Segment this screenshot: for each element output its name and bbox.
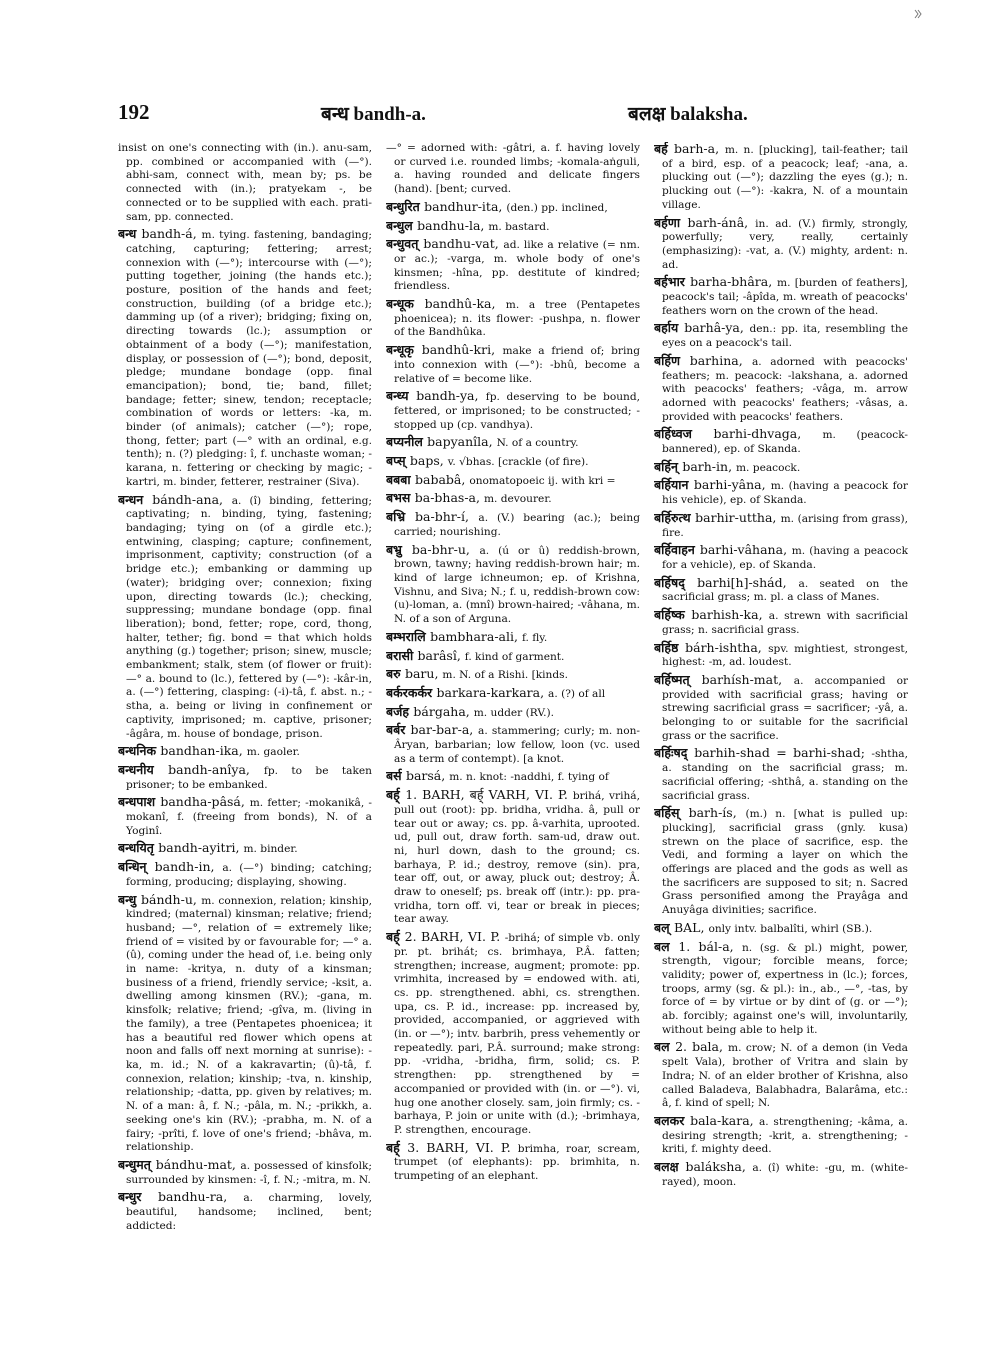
definition: v. √bhas. [crackle (of fire). [447,456,589,469]
definition: a. (V.) bearing (ac.); being carried; nourishing. [394,512,640,538]
definition: m. fetter; -mokanikâ, -mokanî, f. (freeing from bonds), N. of a Yoginî. [126,797,372,837]
transliteration: bándh-u, [141,891,202,907]
headword: बप्स् [386,453,410,469]
definition: -brihá; of simple vb. only pr. pt. brihát; cs. brimhaya, P.Â. fatten; strengthen; increase, augment; promote: pp. vrimhita, increased by = endowed with. ati, cs. pp. strengthened. abhi, cs. strengthen. upa, cs. P. id., increase: pp. increased by, provided, accompanied, or aggrieved with (in. or —°); intv. barbrih, press vehemently or repeatedly. pari, P.Â. surround; make strong: pp. -vridha, -bridha, firm, solid; cs. P. strengthen: pp. strengthened by = accompanied or provided with (in. or —°). vi, hug one another closely. sam, join firmly; cs. -barhaya, P. join or unite with (d.); -brimhaya, P. strengthen, encourage. [394,932,640,1136]
definition: den.: pp. ita, resembling the eyes on a peacock's tail. [662,323,908,350]
definition: only intv. balbalîti, whirl (SB.). [708,922,873,935]
definition: m. connexion, relation; kinship, kindred; (maternal) kinsman; relative; friend; husband; —°, relation of = extremely like; friend of = visited by or favourable for; —° a. (û), coming under the head of, i.e. being only in name: -kritya, n. duty of a kinsman; business of a friend, friendly service; -ksit, a. dwelling among kinsmen (RV.); -gana, m. kinsfolk; relative; friend; -gîva, m. (living in the family), a tree (Pentapetes phoenicea; it has a beautiful red flower which opens at noon and falls off next morning at sunrise): -ka, m. id.; N. of a kakravartin; (û)-tâ, f. connexion, relation; kinship; -tva, n. kinship, relationship; -datta, pp. given by relatives; m. N. of a man: â, f. N.; -pâla, m. N.; -prikkh, a. seeking one's kin (RV.); -prabha, m. N. of a fairy; -prîti, f. love of one's friend; -bhâva, m. relationship. [126,894,372,1154]
transliteration: bandhu-ra, [157,1189,244,1205]
dictionary-entry [386,788,640,927]
dictionary-entry [118,795,372,838]
dictionary-entry [654,576,908,605]
headword: बर्हणा [654,214,688,230]
dictionary-entry [654,608,908,637]
dictionary-entry [654,511,908,540]
dictionary-entry [118,142,372,224]
column-3 [654,142,908,1332]
transliteration: barkara-karkara, [436,684,549,700]
transliteration: barhina, [689,352,752,368]
dictionary-entry [118,841,372,857]
headword: बर्ह् [386,787,406,803]
definition: f. fly. [521,631,548,644]
dictionary-entry [386,219,640,235]
transliteration: ba-bhas-a, [414,490,484,506]
dictionary-entry [654,321,908,350]
headword: बन्धूक [386,296,425,312]
transliteration: 1. BARH, बर्ह् VARH, VI. P. [405,787,573,803]
transliteration: barâsî, [417,647,465,663]
transliteration: bandh-ayitri, [158,840,244,856]
definition: ad. like a relative (= nm. or ac.); -varga, m. whole body of one's kinsmen; -hîna, pp. destitute of kindred; friendless. [394,239,640,293]
dictionary-entry [118,1190,372,1233]
transliteration: 1. bál-a, [678,938,742,954]
definition: f. kind of garment. [464,650,565,663]
transliteration: barh-ís, [688,805,746,821]
left-guide-word: बन्ध bandh-a. [321,104,426,125]
headword: बबबा [386,471,416,487]
headword: बभस [386,490,415,506]
definition: —° = adorned with: -gâtri, a. f. having lovely or curved i.e. rounded limbs; -komala-aṅguli, a. having rounded and delicate fingers (hand). [bent; curved. [386,142,640,196]
transliteration: bárgaha, [413,703,474,719]
headword: बन्ध [118,226,142,242]
headword: बर्हिण [654,352,690,368]
definition: a. accompanied or provided with sacrificial grass; having or strewing sacrificial grass = sacrificer; -yâ, a. belonging to or suitable for the sacrificial grass or the sacrifice. [662,674,908,742]
transliteration: barsá, [405,768,450,784]
transliteration: bambhara-ali, [430,628,522,644]
dictionary-entry [118,860,372,889]
headword: बम्भरालि [386,628,431,644]
headword: बलकर [654,1113,691,1128]
definition: m. peacock. [736,461,801,474]
headword: बर्हियान [654,477,694,493]
transliteration: barh-ánâ, [687,214,756,230]
dictionary-entry [654,1040,908,1111]
page-number: 192 [118,100,150,124]
headword: बर्हिष्क [654,607,692,623]
headword: बर्हिवाहन [654,542,700,558]
headword: बर्ह् [386,929,405,945]
transliteration: barhih-shad = barhi-shad; [694,745,872,761]
headword: बन्धन [118,491,153,507]
column-1 [118,142,372,1332]
definition: a. stammering; curly; m. non-Âryan, barbarian; low fellow, loon (vc. used as a term of contempt). [a knot. [394,725,640,765]
definition: a. adorned with peacocks' feathers; m. peacock: -lakshana, a. adorned with peacocks' feathers; -vâga, m. arrow adorned with peacocks' feathers; -vâsas, a. provided with peacocks' feathers. [662,355,908,423]
dictionary-entry [386,454,640,470]
headword: बर्हिष्ठ [654,639,686,655]
transliteration: bandhû-kri, [421,342,503,358]
headword: बन्धयितृ [118,840,159,856]
headword: बन्धनीय [118,761,169,777]
definition: m. udder (RV.). [473,706,555,719]
transliteration: barhi-dhvaga, [713,426,823,442]
definition: a. (—°) binding; catching; forming, producing; displaying, showing. [126,862,372,888]
definition: a. charming, lovely, beautiful, handsome; inclined, bent; addicted: [126,1192,372,1232]
dictionary-entry [386,630,640,646]
headword: बर्हभार [654,274,691,290]
dictionary-entry [654,1114,908,1157]
transliteration: bándh-ana, [152,491,232,507]
dictionary-entry [386,510,640,539]
definition: N. of a country. [496,437,579,450]
headword: बलक्ष [654,1159,686,1175]
headword: बर्हिःषद् [654,745,695,761]
transliteration: bandh-anîya, [168,761,264,777]
right-guide-word: बलक्ष balaksha. [628,104,748,125]
definition: a. possessed of kinsfolk; surrounded by kinsmen: -î, f. N.; -mitra, m. N. [126,1159,372,1186]
dictionary-entry [386,667,640,683]
definition: a. (î) binding, fettering; captivating; n. binding, tying, fastening; bandaging; tying on (of a girdle etc.); entwining, clasping; capture; confinement, imprisonment, captivity; construction (of a bridge etc.); embanking or damming up (water); bridging over; connexion; fixing upon, directing towards (lc.); checking, suppressing; mundane bondage (opp. final liberation); bond, fetter; rope, cord, thong, halter, tether; fig. bond = that which holds anything (g.) together; prison; sinew, muscle; embankment; stalk, stem (of flower or fruit): —° a. bound to (lc.), fettered by (—°): -kâr-in, a. (—°) fettering, clasping: (-i)-tâ, f. abst. n.; -stha, a. being or living in confinement or captivity, imprisoned; m. captive, prisoner; -âgâra, m. house of bondage, prison. [126,494,372,740]
dictionary-entry [118,1158,372,1187]
transliteration: barh-in, [682,458,737,474]
dictionary-entry [654,275,908,318]
dictionary-entry [654,427,908,456]
transliteration: barhir-uttha, [695,509,781,525]
dictionary-entry [386,435,640,451]
transliteration: ba-bhr-í, [415,509,479,525]
headword: बन्धिन् [118,859,155,875]
definition: spv. mightiest, strongest, highest: -m, ad. loudest. [662,642,908,669]
definition: a. (ú or û) reddish-brown, brown, tawny; having reddish-brown hair; m. kind of large ichneumon; ep. of Krishna, Vishnu, and Siva; N.; f. u, reddish-brown cow: (u)-loman, a. (mnî) brown-haired; -vâhana, m. N. of a son of Arguna. [394,544,640,626]
definition: fp. deserving to be bound, fettered, or imprisoned; to be constructed; - stopped up (cp. vandhya). [394,391,640,431]
dictionary-entry [386,297,640,340]
headword: बन्धपाश [118,794,161,810]
definition: (den.) pp. inclined, [506,201,608,214]
definition: m. tying. fastening, bandaging; catching, capturing; fettering; arrest; connexion with (—°); intercourse with (—°); putting together, joining (the hands etc.); posture, position of the hands and feet; construction, building (of a bridge etc.); damming up (of a river); bridging; fixing on, directing towards (lc.); assumption or obtainment of a body (—°); manifestation, display, or possession of (—°); bond, deposit, pledge; mundane bondage (opp. final emancipation); bond, tie; band, fillet; bandage; fetter; sinew, tendon; receptacle; combination of words or letters: -ka, m. binder (of animals); catcher (—°); rope, thong, fetter; part (—° with an ordinal, e.g. tenth); n. (?) pledging: î, f. unchaste woman; -karana, n. fettering or checking by magic; -kartri, m. binder, fetterer, restrainer (Siva). [126,229,372,488]
transliteration: barh-a, [673,142,725,156]
dictionary-entry [386,237,640,294]
definition: m. crow; N. of a demon (in Veda spelt Vala), brother of Vritra and slain by Indra; N. of an elder brother of Krishna, also called Baladeva, Balabhadra, Balarâma, etc.: â, f. kind of spell; N. [662,1042,908,1110]
definition: a. strewn with sacrificial grass; n. sacrificial grass. [662,610,908,636]
transliteration: barhi-vâhana, [699,542,792,558]
headword: बर्हिध्वज [654,426,714,442]
headword: बर्हिषद् [654,574,698,590]
headword: बन्धुर [118,1189,158,1205]
headword: बर्हिरुत्थ [654,509,696,525]
dictionary-entry [386,705,640,721]
headword: बप्यनील [386,434,428,450]
column-2 [386,142,640,1332]
headword: बर्हिन् [654,458,683,474]
dictionary-entry [386,142,640,197]
headword: बल [654,938,679,954]
transliteration: 2. BARH, VI. P. [404,929,505,945]
headword: बर्हिस् [654,805,689,821]
transliteration: bárh-ishtha, [685,639,769,655]
transliteration: bandhu-vat, [423,236,504,252]
headword: बन्धुवत् [386,236,424,252]
definition: m. binder. [243,843,298,856]
dictionary-entry [654,460,908,476]
transliteration: barhi[h]-shád, [697,574,799,590]
definition: m. n. [plucking], tail-feather; tail of a bird, esp. of a peacock; leaf; -ana, a. plucking out (—°); dazzling the eyes (g.); n. plucking out (—°): -kakra, N. of a mountain village. [662,144,908,211]
headword: बर्ह् [386,1139,408,1155]
headword: बन्धनिक [118,743,161,759]
transliteration: bandhû-ka, [424,296,506,312]
dictionary-entry [654,806,908,918]
dictionary-entry [386,1141,640,1184]
headword: बर्ह [654,142,674,156]
headword: बर्स [386,768,406,784]
columns [118,142,908,1332]
headword: बर्हिष्मत् [654,671,702,687]
definition: m. [burden of feathers], peacock's tail; -âpîda, m. wreath of peacocks' feathers worn on the crown of the head. [662,277,908,317]
definition: brihá, vrihá, pull out (root): pp. bridha, vridha. â, pull or tear out or away; cs. pp. â-varhita, uprooted. ud, pull out, draw forth. sam-ud, draw out. ni, hurl down, dash to the ground; cs. barhaya, P. id.; destroy, remove (sin). pra, tear off, out, or away, pluck out; destroy; Â. draw to oneself; ps. break off (intr.): pp. pra-vridha, torn off. vi, tear or break in pieces; tear away. [394,790,640,926]
dictionary-entry [654,216,908,273]
transliteration: BAL, [673,919,709,935]
definition: m. (having a peacock for his vehicle), ep. of Skanda. [662,480,908,507]
definition: fp. to be taken prisoner; to be embanked. [126,764,372,791]
dictionary-entry [386,686,640,702]
transliteration: barhâ-ya, [684,320,750,336]
definition: m. (having a peacock for a vehicle), ep. of Skanda. [662,545,908,571]
transliteration: 3. BARH, VI. P. [407,1139,518,1155]
transliteration: bababâ, [415,471,470,487]
transliteration: bandh-ya, [416,388,486,404]
transliteration: bandh-á, [141,226,202,242]
definition: m. (peacock-bannered), ep. of Skanda. [662,429,908,456]
definition: make a friend of; bring into connexion with (—°): -bhû, become a relative of = become like. [394,345,640,385]
definition: (m.) n. [what is pulled up: plucking], sacrificial grass (gnly. kusa) strewn on the place of sacrifice, esp. the Vedi, and forming a layer on which the offerings are placed and the gods as well as the sacrificers are supposed to sit; n. Sacred Grass personified among the Prayâga and Anuyâga divinities; sacrifice. [662,808,908,917]
transliteration: bandha-pâsá, [160,794,250,810]
definition: -shtha, a. standing on the sacrificial grass; m. sacrificial offering; -shthâ, a. standing on the sacrificial grass. [662,748,908,802]
transliteration: baps, [409,453,448,469]
headword: बन्धु [118,891,142,907]
transliteration: bala-kara, [690,1113,759,1128]
dictionary-entry [386,389,640,432]
definition: m. a tree (Pentapetes phoenicea); n. its flower: -pushpa, n. flower of the Bandhûka. [394,299,640,339]
dictionary-entry [386,343,640,386]
dictionary-entry [654,142,908,213]
transliteration: barhi-yâna, [693,477,771,493]
definition: a. (?) of all [548,687,606,700]
dictionary-entry [386,723,640,766]
dictionary-entry [118,493,372,742]
headword: बल [654,1039,676,1055]
dictionary-entry [118,763,372,792]
dictionary-entry [386,491,640,507]
transliteration: bándhu-mat, [155,1156,241,1172]
headword: बभ्रु [386,541,412,557]
dictionary-entry [118,893,372,1155]
dictionary-entry [386,649,640,665]
headword: बरासी [386,647,418,663]
definition: a. strengthening; -kâma, a. desiring strength; -krit, a. strengthening; -kriti, f. mighty deed. [662,1116,908,1156]
dictionary-entry [386,543,640,627]
definition: a. (î) white: -gu, m. (white-rayed), moon. [662,1162,908,1188]
dictionary-entry [654,940,908,1038]
definition: m. devourer. [483,493,552,506]
dictionary-entry [118,227,372,489]
definition: brimha, roar, scream, trumpet (of elephants): pp. brimhita, n. trumpeting of an elephant. [394,1142,640,1183]
transliteration: bandhu-la, [417,217,489,233]
definition: in. ad. (V.) firmly, strongly, powerfully; very, really, certainly (emphasizing): -vat, a. (V.) mighty, ardent: n. ad. [662,217,908,271]
definition: m. (arising from grass), fire. [662,512,908,539]
headword: बन्धुरित [386,198,425,214]
transliteration: barhísh-mat, [701,671,794,687]
dictionary-entry [654,354,908,425]
headword: बन्ध्य [386,388,417,404]
definition: m. gaoler. [246,746,300,759]
transliteration: barha-bhâra, [690,274,778,290]
definition: m. N. of a Rishi. [kinds. [442,669,568,682]
dictionary-entry [654,641,908,670]
transliteration: 2. bala, [675,1039,729,1055]
headword: बर्हाय [654,320,685,336]
definition: insist on one's connecting with (in.). anu-sam, pp. combined or accompanied with (—°). abhi-sam, connect with, mean by; ps. be connected with (in.); pratyekam -, be connected or to be supplied with each. prati-sam, pp. connected. [118,142,372,223]
page-header [118,100,918,130]
dictionary-entry [654,478,908,507]
transliteration: bandhan-ika, [160,743,247,759]
dictionary-entry [386,473,640,489]
transliteration: barhish-ka, [691,607,769,623]
transliteration: bapyanîla, [427,434,497,450]
headword: बर्जह [386,703,414,719]
headword: बर्करकर्कर [386,684,437,700]
transliteration: baláksha, [685,1159,753,1175]
definition: onomatopoeic ij. with kri = [469,474,616,487]
headword: बर्बर [386,722,411,738]
definition: a. seated on the sacrificial grass; m. pl. a class of Manes. [662,577,908,604]
dictionary-entry [654,543,908,572]
headword: बन्धुमत् [118,1156,156,1172]
transliteration: baru, [404,666,443,682]
transliteration: ba-bhr-u, [411,541,480,557]
dictionary-entry [118,744,372,760]
dictionary-entry [386,930,640,1138]
headword: बल् [654,919,674,935]
dictionary-entry [386,769,640,785]
dictionary-entry [654,746,908,803]
headword: बभ्रि [386,509,416,525]
definition: m. bastard. [488,220,550,233]
headword: बन्धुल [386,217,418,233]
definition: n. (sg. & pl.) might, power, strength, vigour; forcible means, force; validity; power of, expertness in (lc.); forces, troops, army (sg. & pl.): in., ab., —°, -tas, by force of = by virtue or by dint of (g. or —°); ab. forcibly; against one's will, involuntarily, without being able to help it. [662,941,908,1036]
transliteration: bandhur-ita, [424,198,507,214]
dictionary-entry [654,1160,908,1189]
dictionary-entry [654,673,908,744]
headword: बन्धूकृ [386,342,422,358]
headword: बरु [386,666,405,682]
dictionary-entry [654,921,908,937]
definition: m. n. knot: -naddhi, f. tying of [449,771,609,784]
transliteration: bandh-in, [154,859,223,875]
section-mark-icon [912,8,924,20]
transliteration: bar-bar-a, [410,722,478,738]
dictionary-entry [386,200,640,216]
